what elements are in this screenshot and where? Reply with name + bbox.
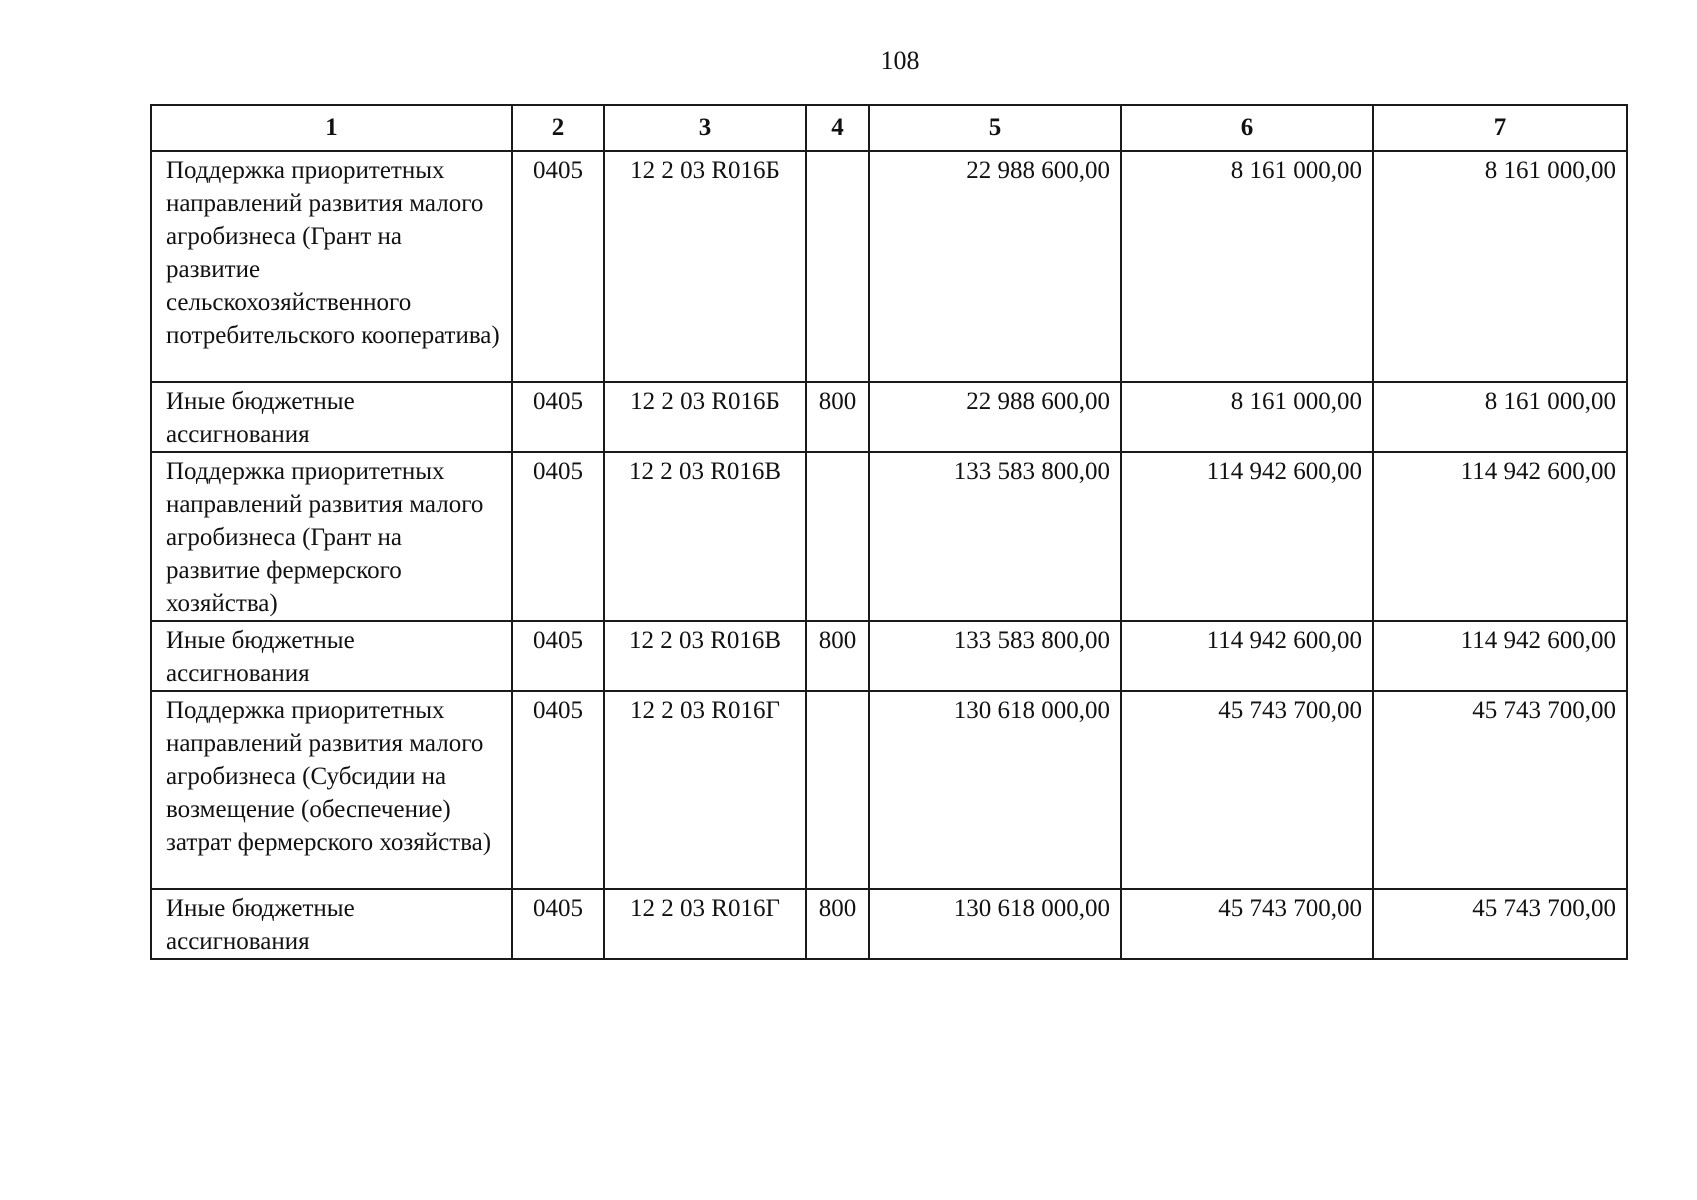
column-header: 6 [1121, 105, 1373, 151]
row-value-5: 130 618 000,00 [869, 691, 1121, 889]
row-target-code: 12 2 03 R016В [604, 452, 806, 621]
row-name: Иные бюджетные ассигнования [151, 621, 512, 691]
row-name: Поддержка приоритетных направлений развития малого агробизнеса (Грант на развитие сельскохозяйственного потребительского кооператива) [151, 151, 512, 382]
row-expense-type: 800 [806, 889, 869, 959]
row-value-5: 22 988 600,00 [869, 382, 1121, 452]
row-expense-type [806, 452, 869, 621]
row-target-code: 12 2 03 R016Г [604, 691, 806, 889]
row-name: Иные бюджетные ассигнования [151, 382, 512, 452]
row-value-7: 45 743 700,00 [1373, 691, 1627, 889]
column-header: 1 [151, 105, 512, 151]
row-section-code: 0405 [512, 691, 604, 889]
row-value-5: 133 583 800,00 [869, 452, 1121, 621]
page-number: 108 [880, 46, 920, 75]
row-expense-type: 800 [806, 382, 869, 452]
row-value-7: 8 161 000,00 [1373, 151, 1627, 382]
row-name: Иные бюджетные ассигнования [151, 889, 512, 959]
table-row [151, 452, 1627, 621]
row-value-7: 114 942 600,00 [1373, 452, 1627, 621]
row-expense-type: 800 [806, 621, 869, 691]
row-section-code: 0405 [512, 452, 604, 621]
table-row [151, 382, 1627, 452]
row-value-5: 130 618 000,00 [869, 889, 1121, 959]
column-header: 3 [604, 105, 806, 151]
row-target-code: 12 2 03 R016Г [604, 889, 806, 959]
budget-table [150, 104, 1628, 960]
row-section-code: 0405 [512, 621, 604, 691]
column-header: 5 [869, 105, 1121, 151]
row-target-code: 12 2 03 R016Б [604, 151, 806, 382]
row-section-code: 0405 [512, 151, 604, 382]
row-value-6: 45 743 700,00 [1121, 691, 1373, 889]
row-value-6: 45 743 700,00 [1121, 889, 1373, 959]
row-expense-type [806, 151, 869, 382]
row-value-6: 8 161 000,00 [1121, 151, 1373, 382]
row-value-7: 8 161 000,00 [1373, 382, 1627, 452]
table-row [151, 621, 1627, 691]
row-target-code: 12 2 03 R016В [604, 621, 806, 691]
row-value-6: 114 942 600,00 [1121, 621, 1373, 691]
row-value-6: 8 161 000,00 [1121, 382, 1373, 452]
row-section-code: 0405 [512, 382, 604, 452]
row-name: Поддержка приоритетных направлений развития малого агробизнеса (Субсидии на возмещение (обеспечение) затрат фермерского хозяйства) [151, 691, 512, 889]
table-row [151, 889, 1627, 959]
row-expense-type [806, 691, 869, 889]
column-header: 7 [1373, 105, 1627, 151]
row-value-7: 114 942 600,00 [1373, 621, 1627, 691]
column-header: 2 [512, 105, 604, 151]
row-target-code: 12 2 03 R016Б [604, 382, 806, 452]
row-value-5: 133 583 800,00 [869, 621, 1121, 691]
table-row [151, 151, 1627, 382]
table-header-row [151, 105, 1627, 151]
table-row [151, 691, 1627, 889]
row-value-5: 22 988 600,00 [869, 151, 1121, 382]
row-value-6: 114 942 600,00 [1121, 452, 1373, 621]
row-section-code: 0405 [512, 889, 604, 959]
row-value-7: 45 743 700,00 [1373, 889, 1627, 959]
column-header: 4 [806, 105, 869, 151]
row-name: Поддержка приоритетных направлений развития малого агробизнеса (Грант на развитие фермерского хозяйства) [151, 452, 512, 621]
